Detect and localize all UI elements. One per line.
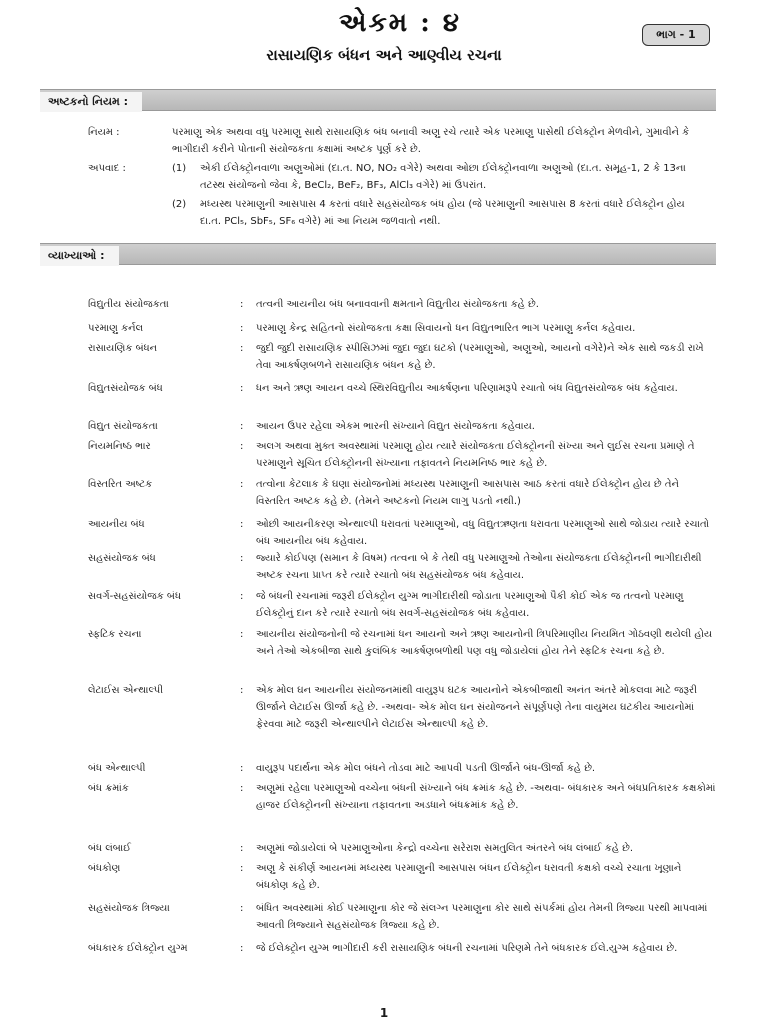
term-separator: : [240,299,244,310]
definition-term: લેટાઈસ એન્થાલ્પી [88,685,164,696]
term-separator: : [240,629,244,640]
definition-term: સવર્ગ-સહસંયોજક બંધ [88,591,181,602]
definition-text: આયનીય સંયોજનોની જે રચનામાં ધન આયનો અને ઋણ આયનોની ત્રિપરિમાણીય નિયમિત ગોઠવણી થયેલી હોય અને તેઓ એકબીજા સાથે કુલંબિક આકર્ષણબળોથી પણ વધુ જોડાયેલાં હોય તેને સ્ફટિક રચના કહે છે. [256,629,713,657]
rule-text: પરમાણુ એક અથવા વધુ પરમાણુ સાથે રાસાયણિક બંધ બનાવી અણુ રચે ત્યારે એક પરમાણુ પાસેથી ઈલેક્ટ્રોન મેળવીને, ગુમાવીને કે ભાગીદારી કરીને પોતાની સંયોજકતા કક્ષામાં અષ્ટક પૂર્ણ કરે છે. [172,127,690,155]
definition-term: સહસંયોજક ત્રિજ્યા [88,903,170,914]
term-separator: : [240,943,244,954]
term-separator: : [240,763,244,774]
definition-term: આયનીય બંધ [88,519,145,530]
definition-term: બંધ ક્રમાંક [88,783,129,794]
definition-text: તત્વોના કેટલાક કે ઘણા સંયોજનોમાં મધ્યસ્થ પરમાણુની આસપાસ આઠ કરતાં વધારે ઈલેક્ટ્રોન હોય છે તેને વિસ્તરિત અષ્ટક કહે છે. (તેમને અષ્ટકનો નિયમ લાગુ પડતો નથી.) [256,479,679,507]
definition-text: ઓછી આયનીકરણ એન્થાલ્પી ધરાવતાં પરમાણુઓ, વધુ વિદ્યુતઋણતા ધરાવતા પરમાણુઓ સાથે જોડાય ત્યારે રચાતો બંધ આયનીય બંધ કહેવાય. [256,519,710,547]
exception-text: એકી ઈલેક્ટ્રોનવાળા અણુઓમાં (દા.ત. NO, NO₂ વગેરે) અથવા ઓછા ઈલેક્ટ્રોનવાળા અણુઓ (દા.ત. સમૂહ-1, 2 કે 13ના તટસ્થ સંયોજનો જેવા કે, BeCl₂, BeF₂, BF₃, AlCl₃ વગેરે) માં ઉપરાંત. [200,163,686,191]
exception-number: (2) [172,199,187,210]
definition-text: આયન ઉપર રહેલા એકમ ભારની સંખ્યાને વિદ્યુત સંયોજકતા કહેવાય. [256,421,535,432]
term-separator: : [240,783,244,794]
term-separator: : [240,323,244,334]
definition-text: પરમાણુ કેન્દ્ર સહિતનો સંયોજકતા કક્ષા સિવાયનો ધન વિદ્યુતભારિત ભાગ પરમાણુ કર્નલ કહેવાય. [256,323,636,334]
term-separator: : [240,479,244,490]
term-separator: : [240,421,244,432]
definition-term: વિસ્તરિત અષ્ટક [88,479,153,490]
term-separator: : [240,441,244,452]
term-separator: : [240,591,244,602]
definitions-heading: વ્યાખ્યાઓ : [40,246,119,266]
definition-text: વાયુરૂપ પદાર્થના એક મોલ બંધને તોડવા માટે આપવી પડતી ઊર્જાને બંધ-ઊર્જા કહે છે. [256,763,596,774]
definition-term: રાસાયણિક બંધન [88,343,158,354]
definition-text: બંધિત અવસ્થામાં કોઈ પરમાણુના કોર જે સંલગ્ન પરમાણુના કોર સાથે સંપર્કમાં હોય તેમની ત્રિજ્યા પરથી માપવામાં આવતી ત્રિજ્યાને સહસંયોજક ત્રિજ્યા કહે છે. [256,903,708,931]
definition-term: વિદ્યુતસંયોજક બંધ [88,383,163,394]
definition-term: બંધકોણ [88,863,121,874]
definition-text: અણુ કે સંકીર્ણ આયનમાં મધ્યસ્થ પરમાણુની આસપાસ બંધન ઈલેક્ટ્રોન ધરાવતી કક્ષકો વચ્ચે રચાતા ખૂણાને બંધકોણ કહે છે. [256,863,682,891]
definition-text: જુદી જુદી રાસાયણિક સ્પીસિઝમાં જુદા જુદા ઘટકો (પરમાણુઓ, અણુઓ, આયનો વગેરે)ને એક સાથે જકડી રાખે તેવા આકર્ષણબળને રાસાયણિક બંધન કહે છે. [256,343,704,371]
definition-text: જે બંધની રચનામાં જરૂરી ઈલેક્ટ્રોન યુગ્મ ભાગીદારીથી જોડાતા પરમાણુઓ પૈકી કોઈ એક જ તત્વનો પરમાણુ ઈલેક્ટ્રોનું દાન કરે ત્યારે રચાતો બંધ સવર્ગ-સહસંયોજક બંધ કહેવાય. [256,591,684,619]
rule-label: નિયમ : [88,127,120,138]
term-separator: : [240,519,244,530]
term-separator: : [240,863,244,874]
definition-term: વિદ્યુત સંયોજકતા [88,421,158,432]
definition-term: સહસંયોજક બંધ [88,553,156,564]
definition-text: અલગ અથવા મુક્ત અવસ્થામાં પરમાણુ હોય ત્યારે સંયોજકતા ઈલેક્ટ્રોનની સંખ્યા અને લુઈસ રચના પ્રમાણે તે પરમાણુને સૂચિત ઈલેક્ટ્રોનની સંખ્યાના તફાવતને નિયમનિષ્ઠ ભાર કહે છે. [256,441,695,469]
octet-rule-heading: અષ્ટકનો નિયમ : [40,92,142,112]
term-separator: : [240,553,244,564]
term-separator: : [240,903,244,914]
definition-term: બંધ લંબાઈ [88,843,131,854]
exception-label: અપવાદ : [88,163,126,174]
definition-text: જ્યારે કોઈપણ (સમાન કે વિષમ) તત્વના બે કે તેથી વધુ પરમાણુઓ તેઓના સંયોજકતા ઈલેક્ટ્રોનની ભાગીદારીથી અષ્ટક રચના પ્રાપ્ત કરે ત્યારે રચાતો બંધ સહસંયોજક બંધ કહેવાય. [256,553,702,581]
page-number: 1 [379,1006,389,1020]
chapter-subtitle: રાસાયણિક બંધન અને આણ્વીય રચના [266,46,502,64]
definition-term: નિયમનિષ્ઠ ભાર [88,441,151,452]
definitions-heading-bar [40,243,716,265]
term-separator: : [240,685,244,696]
unit-title: એકમ : ૪ [339,8,461,38]
definition-term: બંધકારક ઈલેક્ટ્રોન યુગ્મ [88,943,188,954]
definition-term: પરમાણુ કર્નલ [88,323,144,334]
definition-text: ધન અને ઋણ આયન વચ્ચે સ્થિરવિદ્યુતીય આકર્ષણના પરિણામરૂપે રચાતો બંધ વિદ્યુતસંયોજક બંધ કહેવાય. [256,383,678,394]
definition-text: એક મોલ ઘન આયનીય સંયોજનમાંથી વાયુરૂપ ઘટક આયનોને એકબીજાથી અનંત અંતરે મોકલવા માટે જરૂરી ઊર્જાને લેટાઈસ ઊર્જા કહે છે. -અથવા- એક મોલ ઘન સંયોજનને સંપૂર્ણપણે તેના વાયુમય ઘટકીય આયનોમાં ફેરવવા માટે જરૂરી એન્થાલ્પીને લેટાઈસ એન્થાલ્પી કહે છે. [256,685,697,730]
octet-rule-heading-bar [40,89,716,111]
exception-text: મધ્યસ્થ પરમાણુની આસપાસ 4 કરતાં વધારે સહસંયોજક બંધ હોય (જે પરમાણુની આસપાસ 8 કરતાં વધારે ઈલેક્ટ્રોન હોય દા.ત. PCl₅, SbF₅, SF₆ વગેરે) માં આ નિયમ જળવાતો નથી. [200,199,685,227]
definition-text: અણુમાં રહેલા પરમાણુઓ વચ્ચેના બંધની સંખ્યાને બંધ ક્રમાંક કહે છે. -અથવા- બંધકારક અને બંધપ્રતિકારક કક્ષકોમાં હાજર ઈલેક્ટ્રોનની સંખ્યાના તફાવતના અડધાને બંધક્રમાંક કહે છે. [256,783,716,811]
definition-term: બંધ એન્થાલ્પી [88,763,146,774]
definition-term: વિદ્યુતીય સંયોજકતા [88,299,169,310]
definition-text: તત્વની આયનીય બંધ બનાવવાની ક્ષમતાને વિદ્યુતીય સંયોજકતા કહે છે. [256,299,539,310]
part-badge: ભાગ - 1 [642,24,710,46]
definition-text: અણુમાં જોડાયેલાં બે પરમાણુઓના કેન્દ્રો વચ્ચેના સરેરાશ સમતુલિત અંતરને બંધ લંબાઈ કહે છે. [256,843,634,854]
exception-number: (1) [172,163,187,174]
term-separator: : [240,843,244,854]
definition-term: સ્ફટિક રચના [88,629,142,640]
term-separator: : [240,343,244,354]
definition-text: જે ઈલેક્ટ્રોન યુગ્મ ભાગીદારી કરી રાસાયણિક બંધની રચનામાં પરિણમે તેને બંધકારક ઈલે.યુગ્મ કહેવાય છે. [256,943,678,954]
term-separator: : [240,383,244,394]
